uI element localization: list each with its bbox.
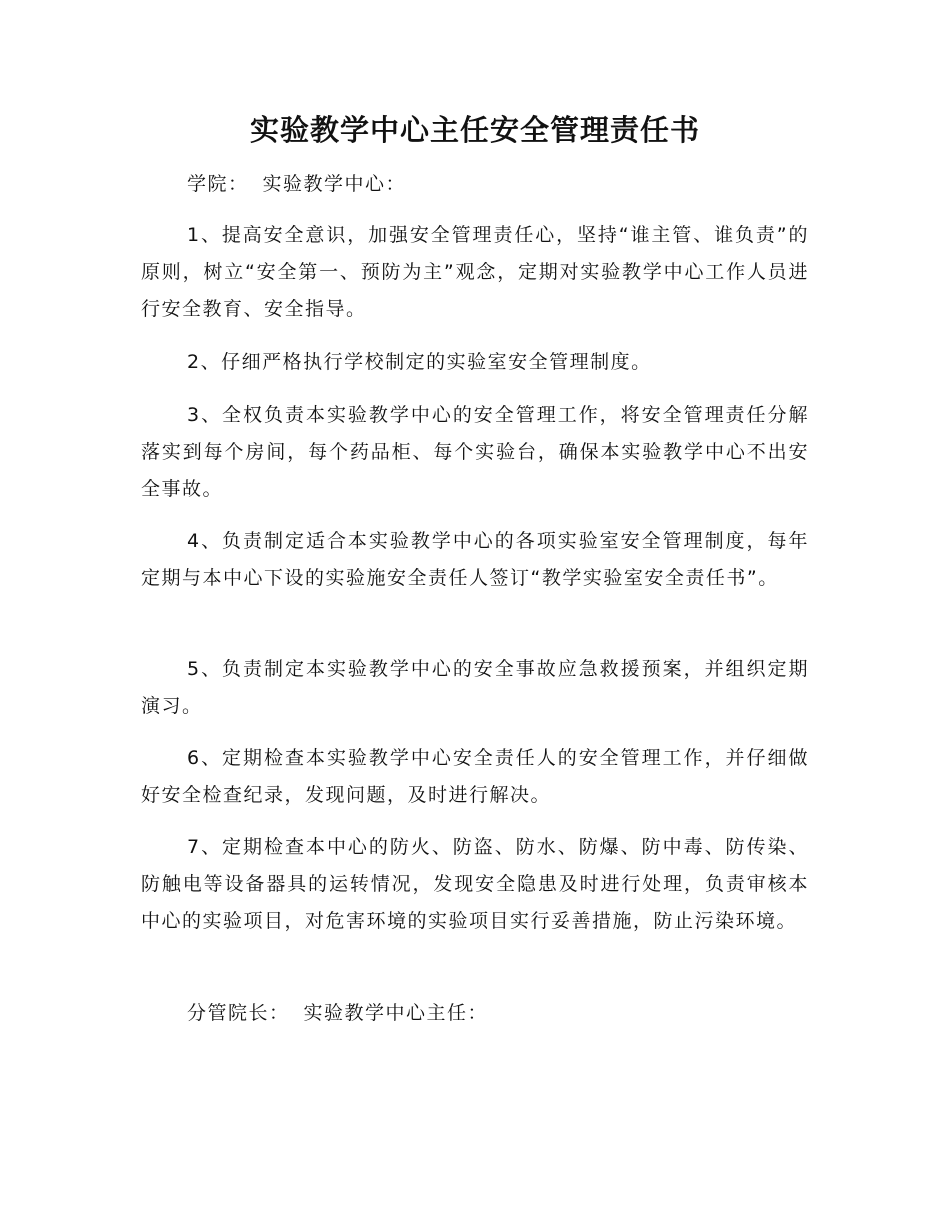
clause-2: 2、仔细严格执行学校制定的实验室安全管理制度。	[187, 351, 652, 373]
clause-5: 5、负责制定本实验教学中心的安全事故应急救援预案，并组织定期演习。	[141, 658, 809, 717]
clause-6: 6、定期检查本实验教学中心安全责任人的安全管理工作，并仔细做好安全检查纪录，发现问题，及时进行解决。	[141, 747, 809, 806]
clause-3: 3、全权负责本实验教学中心的安全管理工作，将安全管理责任分解落实到每个房间，每个药品柜、每个实验台，确保本实验教学中心不出安全事故。	[141, 404, 809, 500]
clause-4: 4、负责制定适合本实验教学中心的各项实验室安全管理制度，每年定期与本中心下设的实验施安全责任人签订“教学实验室安全责任书”。	[141, 530, 809, 589]
college-value: 实验教学中心：	[262, 173, 407, 195]
clause-1: 1、提高安全意识，加强安全管理责任心，坚持“谁主管、谁负责”的原则，树立“安全第一、预防为主”观念，定期对实验教学中心工作人员进行安全教育、安全指导。	[141, 224, 809, 320]
signature-line	[187, 995, 488, 1031]
vice-dean-signature-label: 分管院长：	[187, 1002, 290, 1024]
clause-7: 7、定期检查本中心的防火、防盗、防水、防爆、防中毒、防传染、防触电等设备器具的运转情况，发现安全隐患及时进行处理，负责审核本中心的实验项目，对危害环境的实验项目实行妥善措施，防止污染环境。	[141, 836, 809, 932]
college-line	[187, 166, 406, 202]
document-title: 实验教学中心主任安全管理责任书	[249, 113, 700, 147]
college-label: 学院：	[187, 173, 249, 195]
director-signature-label: 实验教学中心主任：	[303, 1002, 489, 1024]
